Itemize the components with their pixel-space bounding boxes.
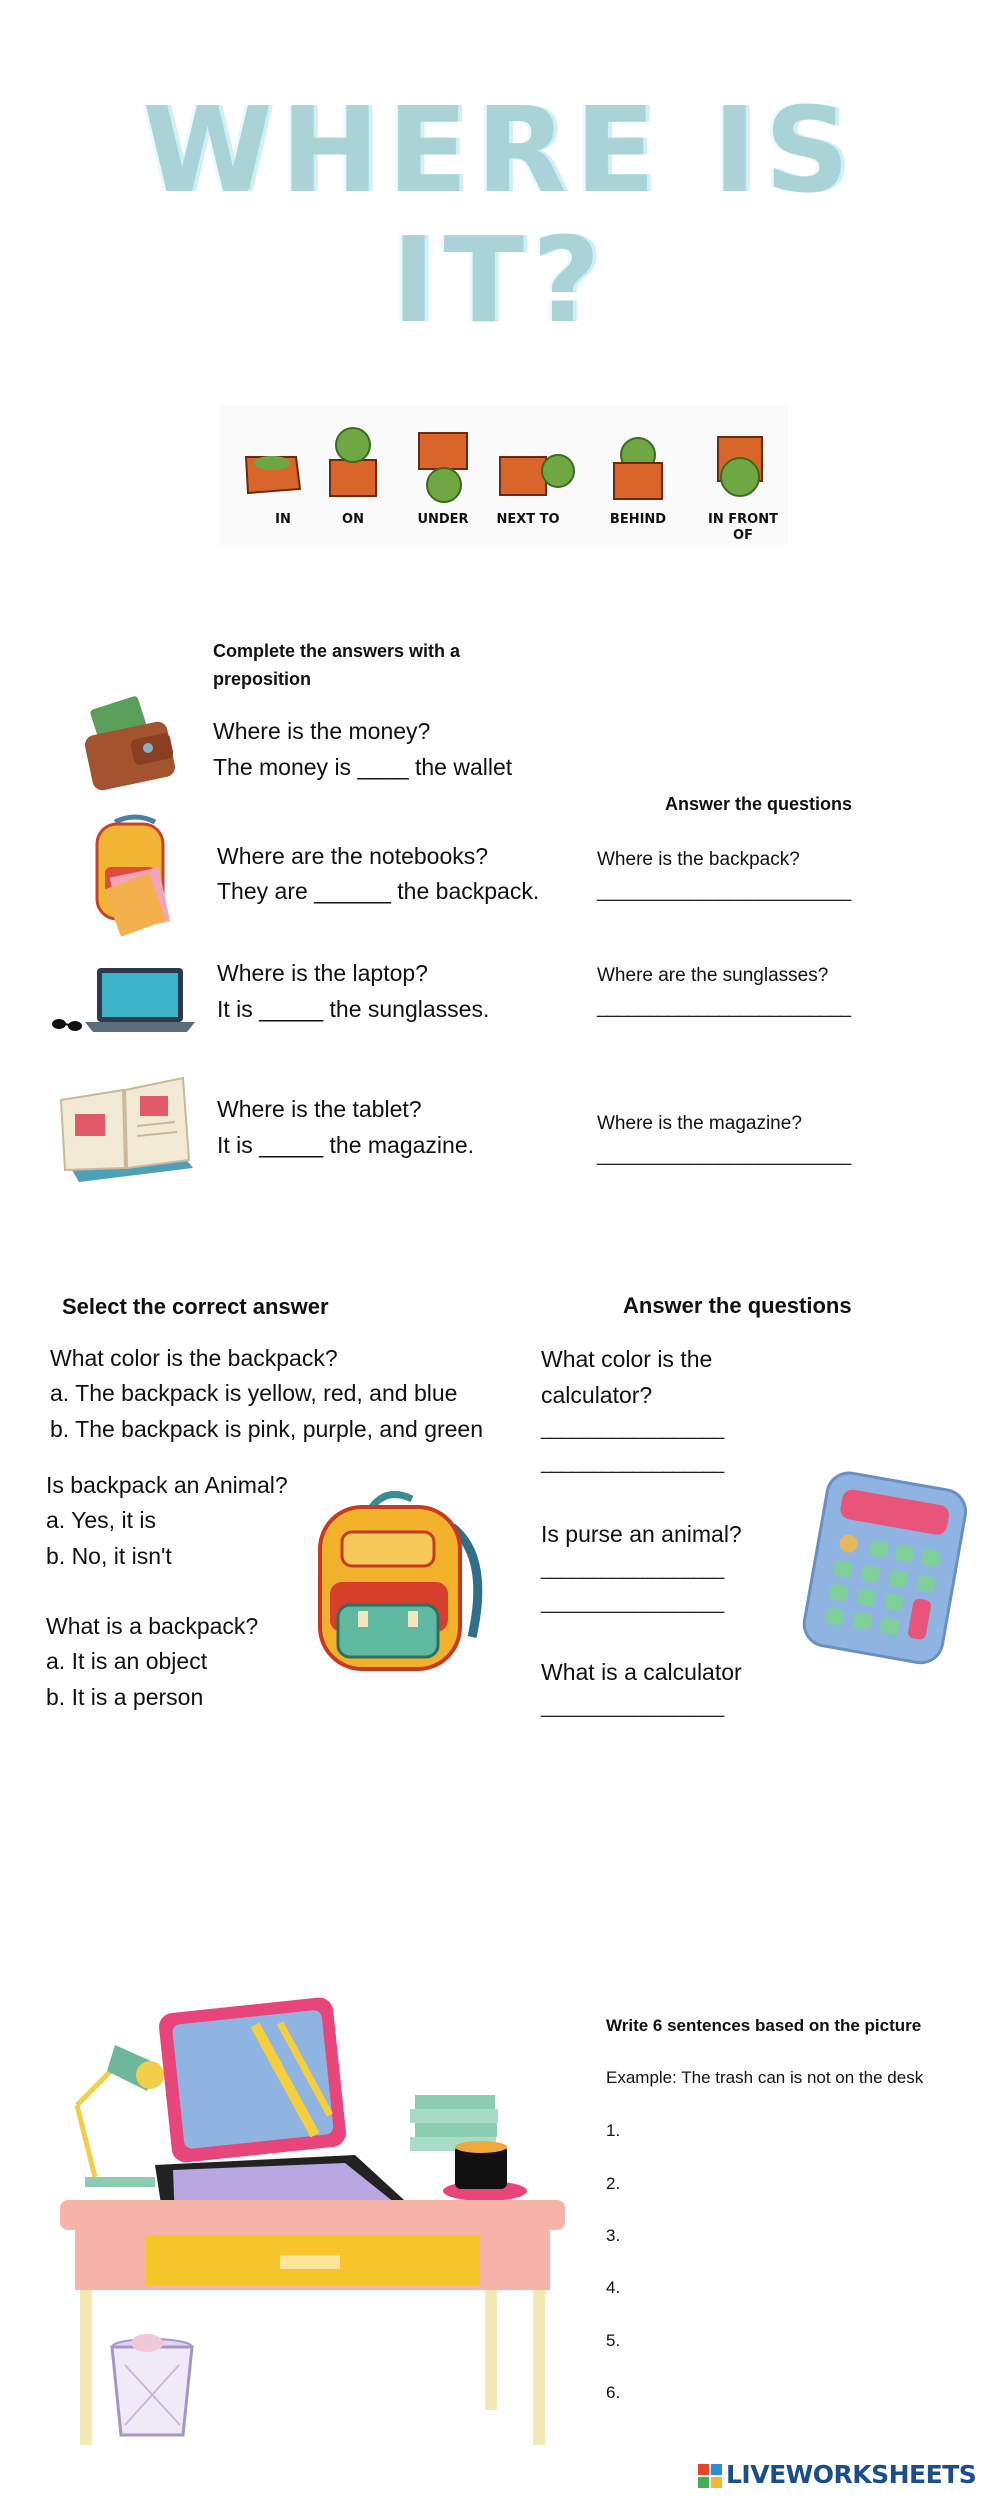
animal-option-b[interactable]: b. No, it isn't (46, 1543, 172, 1569)
section3-heading: Select the correct answer (62, 1294, 329, 1319)
calculator-color-question-line2: calculator? (541, 1382, 653, 1408)
object-option-b[interactable]: b. It is a person (46, 1684, 204, 1710)
animal-question: Is backpack an Animal? (46, 1472, 288, 1498)
laptop-answer: It is _____ the sunglasses. (217, 996, 490, 1022)
object-option-a[interactable]: a. It is an object (46, 1648, 208, 1674)
trash-can-icon (112, 2334, 192, 2435)
sunglasses-answer-line[interactable]: _________________________ (597, 996, 851, 1018)
sentence-number-1: 1. (606, 2121, 621, 2140)
sentence-number-2: 2. (606, 2174, 621, 2193)
calculator-question: What is a calculator (541, 1659, 742, 1685)
purse-question: Is purse an animal? (541, 1521, 742, 1547)
calculator-color-answer-line1[interactable]: __________________ (541, 1418, 724, 1440)
liveworksheets-logo (698, 2458, 998, 2492)
liveworksheets-brand-text: LIVEWORKSHEETS (726, 2460, 977, 2489)
animal-option-a[interactable]: a. Yes, it is (46, 1507, 156, 1533)
prep-label-behind: BEHIND (609, 512, 667, 527)
money-question: Where is the money? (213, 718, 431, 744)
section5-heading: Write 6 sentences based on the picture (606, 2016, 922, 2035)
sentence-number-5: 5. (606, 2331, 621, 2350)
sentence-number-6: 6. (606, 2383, 621, 2402)
color-option-a[interactable]: a. The backpack is yellow, red, and blue (50, 1380, 458, 1406)
purse-answer-line2[interactable]: __________________ (541, 1592, 724, 1614)
calculator-color-question-line1: What color is the (541, 1346, 713, 1372)
tablet-answer: It is _____ the magazine. (217, 1132, 474, 1158)
prep-in-front-of-icon (718, 437, 762, 496)
color-option-b[interactable]: b. The backpack is pink, purple, and green (50, 1416, 484, 1442)
magazine-question: Where is the magazine? (597, 1113, 802, 1134)
backpack-notebooks-icon (85, 812, 185, 937)
prep-label-in: IN (275, 512, 291, 527)
prep-label-next-to: NEXT TO (496, 512, 560, 527)
laptop-question: Where is the laptop? (217, 960, 428, 986)
liveworksheets-logo-icon (698, 2462, 724, 2490)
wallet-icon (82, 690, 182, 795)
prep-label-on: ON (342, 512, 364, 527)
prep-behind-icon (614, 438, 662, 499)
notebooks-question: Where are the notebooks? (217, 843, 489, 869)
worksheet-title-line1: WHERE IS (142, 81, 858, 219)
prep-next-to-icon (500, 455, 574, 495)
section1-instruction: Complete the answers with a preposition (213, 641, 461, 689)
section4-heading: Answer the questions (623, 1293, 852, 1318)
magazine-icon (45, 1070, 200, 1195)
section5-example: Example: The trash can is not on the desk (606, 2068, 924, 2087)
backpack-icon (312, 1487, 492, 1677)
desk-scene-illustration (55, 1995, 575, 2455)
books-mug-icon (410, 2095, 527, 2201)
prep-in-icon (246, 456, 300, 493)
purse-answer-line1[interactable]: __________________ (541, 1558, 724, 1580)
backpack-answer-line[interactable]: _________________________ (597, 880, 851, 902)
calculator-icon (795, 1470, 970, 1665)
laptop-icon (155, 1996, 415, 2230)
color-question: What color is the backpack? (50, 1345, 338, 1371)
worksheet-title-line2: IT? (391, 211, 609, 349)
money-answer: The money is ____ the wallet (213, 754, 513, 780)
object-question: What is a backpack? (46, 1613, 259, 1639)
tablet-question: Where is the tablet? (217, 1096, 422, 1122)
prep-label-in-front-of: IN FRONT OF (708, 512, 778, 543)
sentence-number-3: 3. (606, 2226, 621, 2245)
calculator-color-answer-line2[interactable]: __________________ (541, 1452, 724, 1474)
lamp-icon (77, 2045, 164, 2187)
prep-on-icon (330, 428, 376, 496)
backpack-location-question: Where is the backpack? (597, 849, 800, 870)
prep-under-icon (419, 433, 467, 502)
section2-heading: Answer the questions (665, 794, 853, 814)
sentence-number-4: 4. (606, 2278, 621, 2297)
magazine-answer-line[interactable]: _________________________ (597, 1144, 851, 1166)
notebooks-answer: They are ______ the backpack. (217, 878, 540, 904)
prep-label-under: UNDER (417, 512, 469, 527)
calculator-answer-line[interactable]: __________________ (541, 1696, 724, 1718)
prepositions-illustration (218, 405, 788, 545)
laptop-sunglasses-icon (45, 960, 195, 1040)
sunglasses-question: Where are the sunglasses? (597, 965, 829, 986)
